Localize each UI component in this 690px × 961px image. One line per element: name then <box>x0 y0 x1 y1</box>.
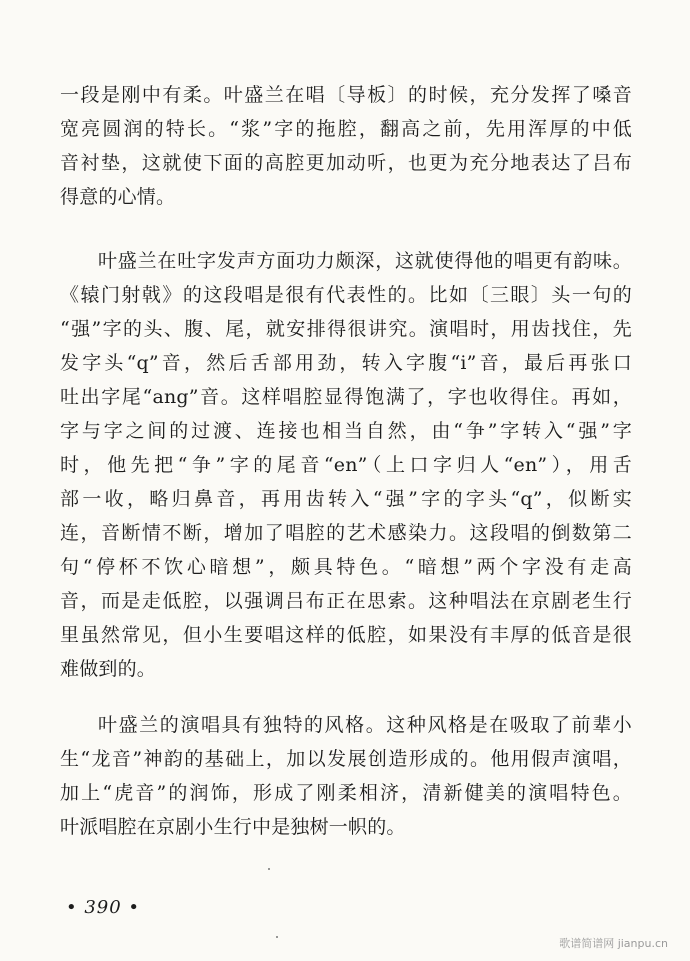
watermark: 歌谱简谱网 jianpu.cn <box>559 937 668 950</box>
page-number: • 390 • <box>66 897 141 918</box>
text-line: 叶派唱腔在京剧小生行中是独树一帜的。 <box>60 816 406 838</box>
body-text <box>60 78 632 844</box>
scan-speck <box>268 868 270 870</box>
paragraph-1 <box>60 78 632 214</box>
paragraph-2 <box>60 244 632 686</box>
text-line: 字与字之间的过渡、连接也相当自然，由“争”字转入“强”字 <box>60 420 632 442</box>
text-line: 一段是刚中有柔。叶盛兰在唱〔导板〕的时候，充分发挥了嗓音 <box>60 84 632 106</box>
text-line: 难做到的。 <box>60 658 157 680</box>
text-line: 得意的心情。 <box>60 186 176 208</box>
text-line: 里虽然常见，但小生要唱这样的低腔，如果没有丰厚的低音是很 <box>60 624 632 646</box>
paragraph-3 <box>60 708 632 844</box>
text-line: 加上“虎音”的润饰，形成了刚柔相济，清新健美的演唱特色。 <box>60 782 632 804</box>
text-line: 叶盛兰在吐字发声方面功力颇深，这就使得他的唱更有韵味。 <box>98 250 632 272</box>
text-line: 时，他先把“争”字的尾音“en”（上口字归人“en”），用舌 <box>60 454 632 476</box>
text-line: 生“龙音”神韵的基础上，加以发展创造形成的。他用假声演唱， <box>60 748 632 770</box>
text-line: 部一收，略归鼻音，再用齿转入“强”字的字头“q”，似断实 <box>60 488 632 510</box>
text-line: 音，而是走低腔，以强调吕布正在思索。这种唱法在京剧老生行 <box>60 590 632 612</box>
text-line: 音衬垫，这就使下面的高腔更加动听，也更为充分地表达了吕布 <box>60 152 632 174</box>
scan-speck <box>276 936 278 938</box>
text-line: 《辕门射戟》的这段唱是很有代表性的。比如〔三眼〕头一句的 <box>60 284 632 306</box>
text-line: “强”字的头、腹、尾，就安排得很讲究。演唱时，用齿找住，先 <box>60 318 632 340</box>
text-line: 句“停杯不饮心暗想”，颇具特色。“暗想”两个字没有走高 <box>60 556 632 578</box>
text-line: 发字头“q”音，然后舌部用劲，转入字腹“i”音，最后再张口 <box>60 352 632 374</box>
text-line: 叶盛兰的演唱具有独特的风格。这种风格是在吸取了前辈小 <box>98 714 632 736</box>
text-line: 吐出字尾“ang”音。这样唱腔显得饱满了，字也收得住。再如， <box>60 386 632 408</box>
text-line: 连，音断情不断，增加了唱腔的艺术感染力。这段唱的倒数第二 <box>60 522 632 544</box>
text-line: 宽亮圆润的特长。“浆”字的拖腔，翻高之前，先用浑厚的中低 <box>60 118 632 140</box>
